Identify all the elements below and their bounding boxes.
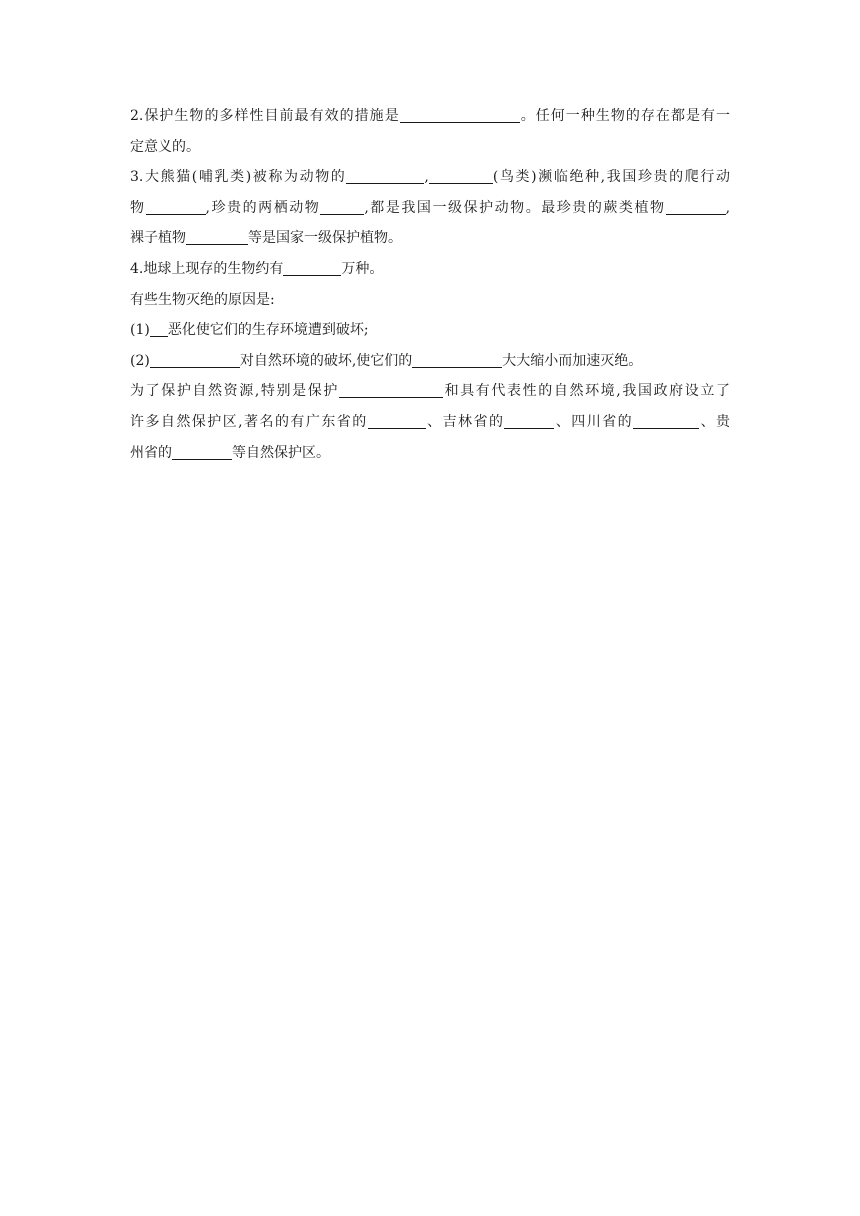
answer-blank-sichuan-reserve[interactable] <box>633 411 699 429</box>
extinction-reason-2 <box>130 346 730 377</box>
reserves-line-3 <box>130 438 730 469</box>
question-3-text-e: ,珍贵的两栖动物 <box>205 199 321 216</box>
question-3-text-b: , <box>424 169 429 186</box>
reserves-text-f: 、贵 <box>699 413 731 430</box>
reserves-text-h: 等自然保护区。 <box>232 444 330 461</box>
question-2-line-1 <box>130 101 730 132</box>
question-4-text-a: 4.地球上现存的生物约有 <box>130 260 284 277</box>
question-2-text-a: 2.保护生物的多样性目前最有效的措施是 <box>130 108 400 124</box>
question-3-text-g: , <box>725 199 731 216</box>
answer-blank-guangdong-reserve[interactable] <box>368 411 426 429</box>
question-3-text-f: ,都是我国一级保护动物。最珍贵的蕨类植物 <box>364 199 666 216</box>
answer-blank-reptile[interactable] <box>146 197 206 215</box>
question-4-text-b: 万种。 <box>341 260 384 277</box>
answer-blank-species-count[interactable] <box>283 258 341 276</box>
reserves-text-g: 州省的 <box>130 444 172 461</box>
answer-blank-reason-2-habitat[interactable] <box>412 350 502 368</box>
worksheet-page <box>130 101 730 468</box>
reserves-text-c: 许多自然保护区,著名的有广东省的 <box>130 413 368 430</box>
reserves-text-b: 和具有代表性的自然环境,我国政府设立了 <box>442 383 731 400</box>
extinction-reasons-intro <box>130 285 730 316</box>
question-3-text-h: 裸子植物 <box>130 230 186 247</box>
answer-blank-protection-measure[interactable] <box>400 105 520 123</box>
reason-1-text: 恶化使它们的生存环境遭到破坏; <box>167 322 369 339</box>
answer-blank-endangered-bird[interactable] <box>429 166 493 184</box>
question-3-line-3 <box>130 223 730 254</box>
answer-blank-reason-1[interactable] <box>150 319 168 337</box>
reserves-line-1 <box>130 376 730 407</box>
question-2-text-c: 定意义的。 <box>130 138 200 155</box>
question-4-line-1 <box>130 254 730 285</box>
reason-2-text-c: 大大缩小而加速灭绝。 <box>502 352 643 369</box>
answer-blank-jilin-reserve[interactable] <box>504 411 554 429</box>
question-3-text-a: 3.大熊猫(哺乳类)被称为动物的 <box>130 169 347 186</box>
reserves-line-2 <box>130 407 730 438</box>
reason-2-number: (2) <box>130 352 150 369</box>
answer-blank-gymnosperm[interactable] <box>186 227 248 245</box>
reserves-text-e: 、四川省的 <box>554 413 634 430</box>
question-3-text-c: (鸟类)濒临绝种,我国珍贵的爬行动 <box>492 169 730 186</box>
answer-blank-protected-target[interactable] <box>339 380 443 398</box>
question-2-text-b: 。任何一种生物的存在都是有一 <box>519 108 730 124</box>
extinction-reason-1 <box>130 315 730 346</box>
answer-blank-fern[interactable] <box>666 197 726 215</box>
answer-blank-panda-title[interactable] <box>346 166 424 184</box>
extinction-reasons-intro-text: 有些生物灭绝的原因是: <box>130 291 275 308</box>
question-3-line-2 <box>130 193 730 224</box>
question-2-line-2 <box>130 132 730 163</box>
reason-1-number: (1) <box>130 322 150 339</box>
reason-2-text-b: 对自然环境的破坏,使它们的 <box>239 352 413 369</box>
answer-blank-amphibian[interactable] <box>320 197 364 215</box>
answer-blank-guizhou-reserve[interactable] <box>172 442 232 460</box>
reserves-text-a: 为了保护自然资源,特别是保护 <box>130 383 339 400</box>
question-3-text-d: 物 <box>130 199 146 216</box>
answer-blank-reason-2-cause[interactable] <box>150 350 240 368</box>
reserves-text-d: 、吉林省的 <box>425 413 505 430</box>
question-3-text-i: 等是国家一级保护植物。 <box>248 230 402 247</box>
question-3-line-1 <box>130 162 730 193</box>
